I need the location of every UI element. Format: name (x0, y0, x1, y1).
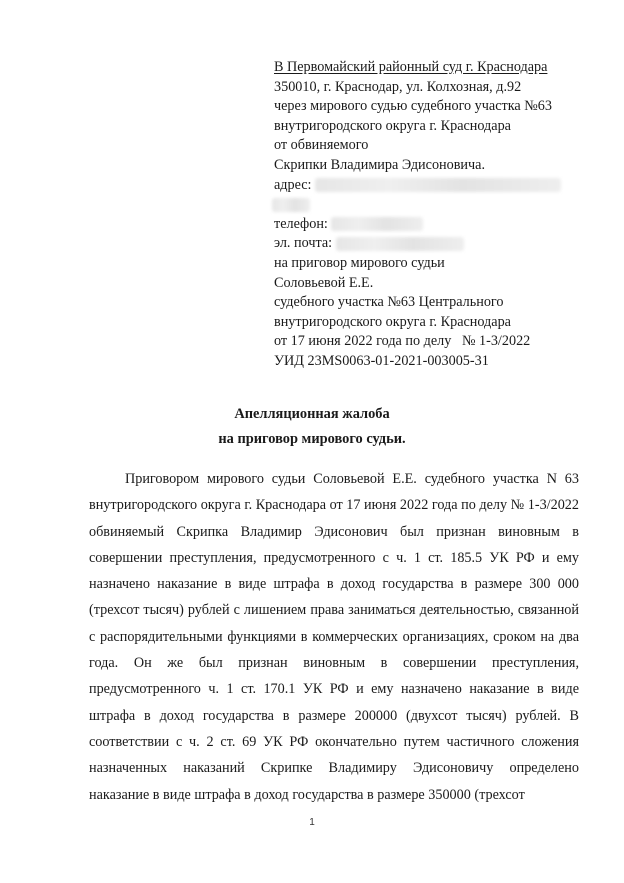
redacted-address-continued (272, 198, 310, 212)
phone-line (274, 215, 594, 235)
defendant-name: Скрипки Владимира Эдисоновича. (274, 156, 485, 173)
email-line (274, 234, 594, 254)
redacted-phone (331, 217, 423, 231)
redacted-email (336, 237, 464, 251)
email-label: эл. почта: (274, 235, 333, 252)
address-label: адрес: (274, 176, 312, 193)
judge-section: судебного участка №63 Центрального (274, 294, 504, 311)
address-line-2 (274, 195, 594, 215)
body-paragraph: Приговором мирового судьи Соловьевой Е.Е. судебного участка N 63 внутригородского округа г. Краснодара от 17 июня 2022 года по делу № 1-3/2022 обвиняемый Скрипка Владимир Эдисонович был признан виновным в совершении преступления, предусмотренного с ч. 1 ст. 185.5 УК РФ и ему назначено наказание в виде штрафа в доход государства в размере 300 000 (трехсот тысяч) рублей с лишением права заниматься деятельностью, связанной с распорядительными функциями в коммерческих организациях, сроком на два года. Он же был признан виновным в совершении преступления, предусмотренного ч. 1 ст. 170.1 УК РФ и ему назначено наказание в виде штрафа в доход государства в размере 200000 (двухсот тысяч) рублей. В соответствии с ч. 2 ст. 69 УК РФ окончательно путем частичного сложения назначенных наказаний Скрипке Владимиру Эдисоновичу определено наказание в виде штрафа в доход государства в размере 350000 (трехсот (89, 471, 579, 803)
via-judge-line: через мирового судью судебного участка №63 (274, 98, 552, 115)
document-title (0, 402, 624, 452)
case-date-number: от 17 июня 2022 года по делу № 1-3/2022 (274, 333, 531, 350)
case-uid: УИД 23MS0063-01-2021-003005-31 (274, 352, 489, 369)
redacted-address (315, 178, 561, 192)
phone-label: телефон: (274, 215, 328, 232)
court-address: 350010, г. Краснодар, ул. Колхозная, д.92 (274, 78, 522, 95)
judge-district: внутригородского округа г. Краснодара (274, 313, 511, 330)
title-line-2: на приговор мирового судьи. (218, 431, 406, 447)
addressee-block (274, 58, 594, 372)
page-number: 1 (309, 817, 315, 828)
address-line (274, 176, 594, 196)
court-name: В Первомайский районный суд г. Краснодара (274, 59, 548, 75)
from-label: от обвиняемого (274, 137, 369, 154)
title-line-1: Апелляционная жалоба (234, 406, 390, 422)
judge-name: Соловьевой Е.Е. (274, 274, 374, 291)
via-district-line: внутригородского округа г. Краснодара (274, 117, 511, 134)
on-verdict-line: на приговор мирового судьи (274, 254, 445, 271)
